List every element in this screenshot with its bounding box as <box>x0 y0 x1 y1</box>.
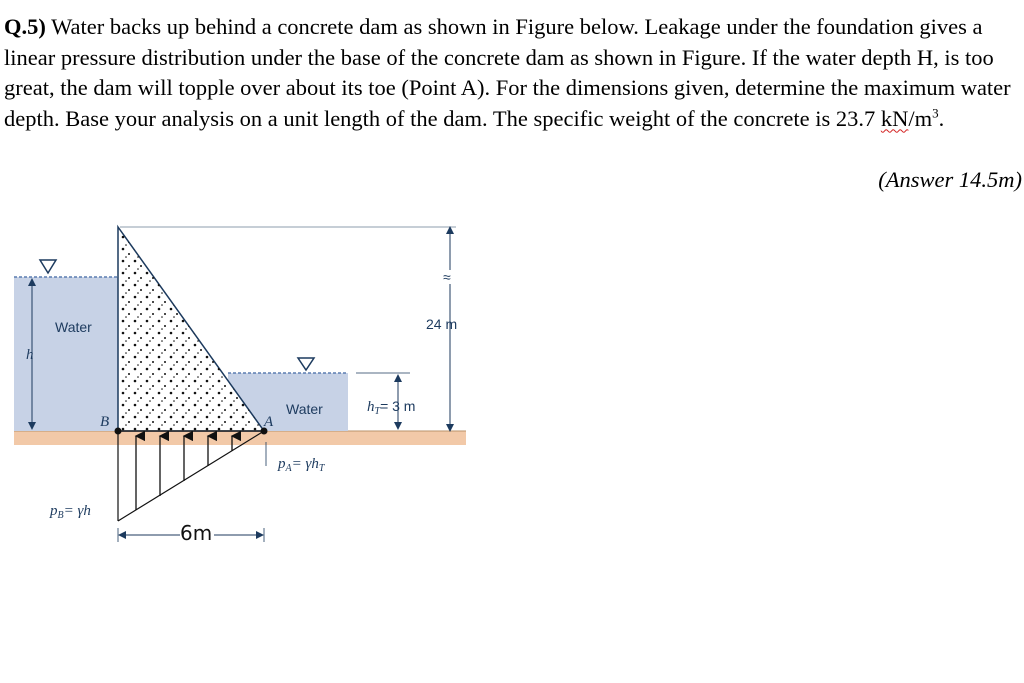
water-left-label: Water <box>55 319 92 335</box>
question-text <box>4 12 1022 134</box>
unit-m: /m <box>908 105 933 131</box>
free-surface-icon <box>298 358 314 370</box>
unit-exponent: 3 <box>932 105 939 120</box>
tailwater-label: $h_T= 3$ m <box>367 398 416 417</box>
height-label: 24 m <box>426 316 458 332</box>
unit-kn: kN <box>880 105 909 131</box>
base-width-label: 6m <box>180 521 213 545</box>
question-number: Q.5) <box>4 14 46 39</box>
ground <box>14 431 466 445</box>
question-body: Water backs up behind a concrete dam as shown in Figure below. Leakage under the foundation gives a linear pressure distribution under the base of the concrete dam as shown in Figure. If the water depth H, is too great, the dam will topple over about its toe (Point A). For the dimensions given, determine the maximum water depth. Base your analysis on a unit length of the dam. The specific weight of the concrete is 23.7 <box>4 14 1011 131</box>
pressure-arrows <box>136 436 232 510</box>
dam-figure <box>0 210 480 550</box>
water-right-label: Water <box>286 401 323 417</box>
question-end: . <box>938 105 945 131</box>
point-a-label: A <box>264 414 274 430</box>
pa-label: $p_A= \gamma h_T$ <box>278 456 325 474</box>
answer-text: (Answer 14.5m) <box>878 167 1022 192</box>
pb-label: $p_B= \gamma h$ <box>50 503 91 521</box>
free-surface-icon <box>40 260 56 273</box>
point-b-label: B <box>100 414 110 430</box>
break-symbol: ≈ <box>443 269 451 285</box>
depth-label: h <box>26 347 34 363</box>
